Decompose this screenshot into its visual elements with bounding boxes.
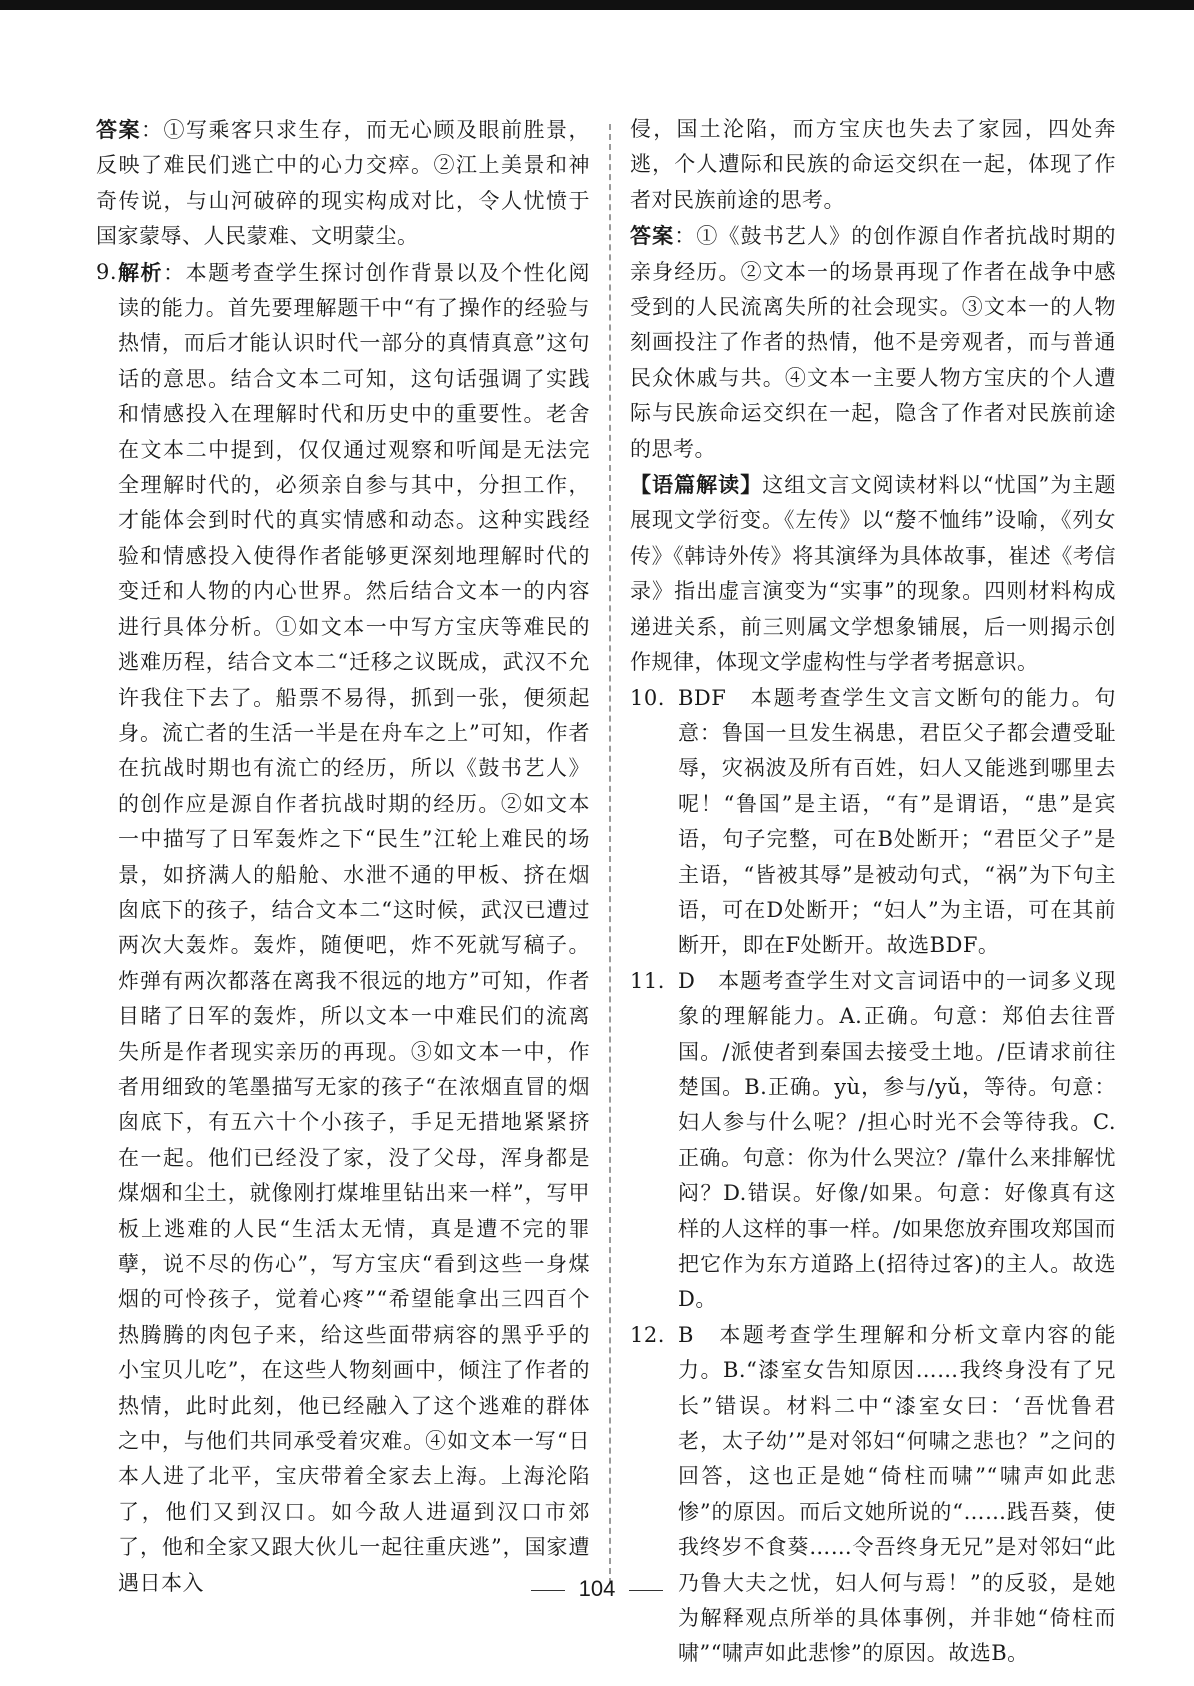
question-text: B 本题考查学生理解和分析文章内容的能力。B.“漆室女告知原因……我终身没有了兄长”错误。材料二中“漆室女曰：‘吾忧鲁君老，太子幼’”是对邻妇“何啸之悲也？”之问的回答，这也正是她“倚柱而啸”“啸声如此悲惨”的原因。而后文她所说的“……践吾葵，使我终岁不食葵……令吾终身无兄”是对邻妇“此乃鲁大夫之忧，妇人何与焉！”的反驳，是她为解释观点所举的具体事例，并非她“倚柱而啸”“啸声如此悲惨”的原因。故选B。 <box>678 1322 1116 1666</box>
answer-9 <box>630 218 1116 467</box>
answer-text: ：①写乘客只求生存，而无心顾及眼前胜景，反映了难民们逃亡中的心力交瘁。②江上美景和神奇传说，与山河破碎的现实构成对比，令人忧愤于国家蒙辱、人民蒙难、文明蒙尘。 <box>96 118 590 249</box>
footer-dash-left <box>531 1590 565 1591</box>
question-9-analysis <box>96 255 590 1601</box>
question-11 <box>630 964 1116 1318</box>
question-number: 11. <box>630 968 665 993</box>
answer-text: ：①《鼓书艺人》的创作源自作者抗战时期的亲身经历。②文本一的场景再现了作者在战争中感受到的人民流离失所的社会现实。③文本一的人物刻画投注了作者的热情，他不是旁观者，而与普通民众休戚与共。④文本一主要人物方宝庆的个人遭际与民族命运交织在一起，隐含了作者对民族前途的思考。 <box>630 224 1117 461</box>
question-number: 12. <box>630 1322 665 1347</box>
answer-label: 答案 <box>96 117 141 142</box>
reading-label: 【语篇解读】 <box>630 472 763 498</box>
question-9-continued: 侵，国土沦陷，而方宝庆也失去了家园，四处奔逃，个人遭际和民族的命运交织在一起，体现了作者对民族前途的思考。 <box>630 117 1116 212</box>
question-text: BDF 本题考查学生文言文断句的能力。句意：鲁国一旦发生祸患，君臣父子都会遭受耻辱，灾祸波及所有百姓，妇人又能逃到哪里去呢！“鲁国”是主语，“有”是谓语，“患”是宾语，句子完整，可在B处断开；“君臣父子”是主语，“皆被其辱”是被动句式，“祸”为下句主语，可在D处断开；“妇人”为主语，可在其前断开，即在F处断开。故选BDF。 <box>678 685 1116 958</box>
question-10 <box>630 681 1116 964</box>
question-text: D 本题考查学生对文言词语中的一词多义现象的理解能力。A.正确。句意：郑伯去往晋国。/派使者到秦国去接受土地。/臣请求前往楚国。B.正确。yù，参与/yǔ，等待。句意：妇人参与什么呢？/担心时光不会等待我。C.正确。句意：你为什么哭泣？/靠什么来排解忧闷？D.错误。好像/如果。句意：好像真有这样的人这样的事一样。/如果您放弃围攻郑国而把它作为东方道路上(招待过客)的主人。故选D。 <box>678 968 1116 1312</box>
page-footer <box>0 1576 1194 1602</box>
analysis-label: 解析 <box>118 259 164 285</box>
page-number: 104 <box>578 1576 616 1601</box>
column-divider <box>609 124 611 1584</box>
analysis-text: ：本题考查学生探讨创作背景以及个性化阅读的能力。首先要理解题干中“有了操作的经验与热情，而后才能认识时代一部分的真情真意”这句话的意思。结合文本二可知，这句话强调了实践和情感投入在理解时代和历史中的重要性。老舍在文本二中提到，仅仅通过观察和听闻是无法完全理解时代的，必须亲自参与其中，分担工作，才能体会到时代的真实情感和动态。这种实践经验和情感投入使得作者能够更深刻地理解时代的变迁和人物的内心世界。然后结合文本一的内容进行具体分析。①如文本一中写方宝庆等难民的逃难历程，结合文本二“迁移之议既成，武汉不允许我住下去了。船票不易得，抓到一张，便须起身。流亡者的生活一半是在舟车之上”可知，作者在抗战时期也有流亡的经历，所以《鼓书艺人》的创作应是源自作者抗战时期的经历。②如文本一中描写了日军轰炸之下“民生”江轮上难民的场景，如挤满人的船舱、水泄不通的甲板、挤在烟囱底下的孩子，结合文本二“这时候，武汉已遭过两次大轰炸。轰炸，随便吧，炸不死就写稿子。炸弹有两次都落在离我不很远的地方”可知，作者目睹了日军的轰炸，所以文本一中难民们的流离失所是作者现实亲历的再现。③如文本一中，作者用细致的笔墨描写无家的孩子“在浓烟直冒的烟囱底下，有五六十个小孩子，手足无措地紧紧挤在一起。他们已经没了家，没了父母，浑身都是煤烟和尘土，就像刚打煤堆里钻出来一样”，写甲板上逃难的人民“生活太无情，真是遭不完的罪孽，说不尽的伤心”，写方宝庆“看到这些一身煤烟的可怜孩子，觉着心疼”“希望能拿出三四百个热腾腾的肉包子来，给这些面带病容的黑乎乎的小宝贝儿吃”，在这些人物刻画中，倾注了作者的热情，此时此刻，他已经融入了这个逃难的群体之中，与他们共同承受着灾难。④如文本一写“日本人进了北平，宝庆带着全家去上海。上海沦陷了，他们又到汉口。如今敌人进逼到汉口市郊了，他和全家又跟大伙儿一起往重庆逃”，国家遭遇日本入 <box>118 260 591 1595</box>
reading-interpretation <box>630 467 1116 680</box>
answer-label: 答案 <box>630 223 675 249</box>
scan-top-border <box>0 0 1194 10</box>
left-column <box>96 112 590 1601</box>
answer-8 <box>96 112 590 255</box>
footer-dash-right <box>629 1590 663 1591</box>
question-number: 9. <box>96 259 118 284</box>
question-number: 10. <box>630 685 665 710</box>
question-12 <box>630 1318 1116 1672</box>
right-column <box>630 112 1116 1672</box>
reading-text: 这组文言文阅读材料以“忧国”为主题展现文学衍变。《左传》以“嫠不恤纬”设喻，《列女传》《韩诗外传》将其演绎为具体故事，崔述《考信录》指出虚言演变为“实事”的现象。四则材料构成递进关系，前三则属文学想象铺展，后一则揭示创作规律，体现文学虚构性与学者考据意识。 <box>630 473 1116 675</box>
